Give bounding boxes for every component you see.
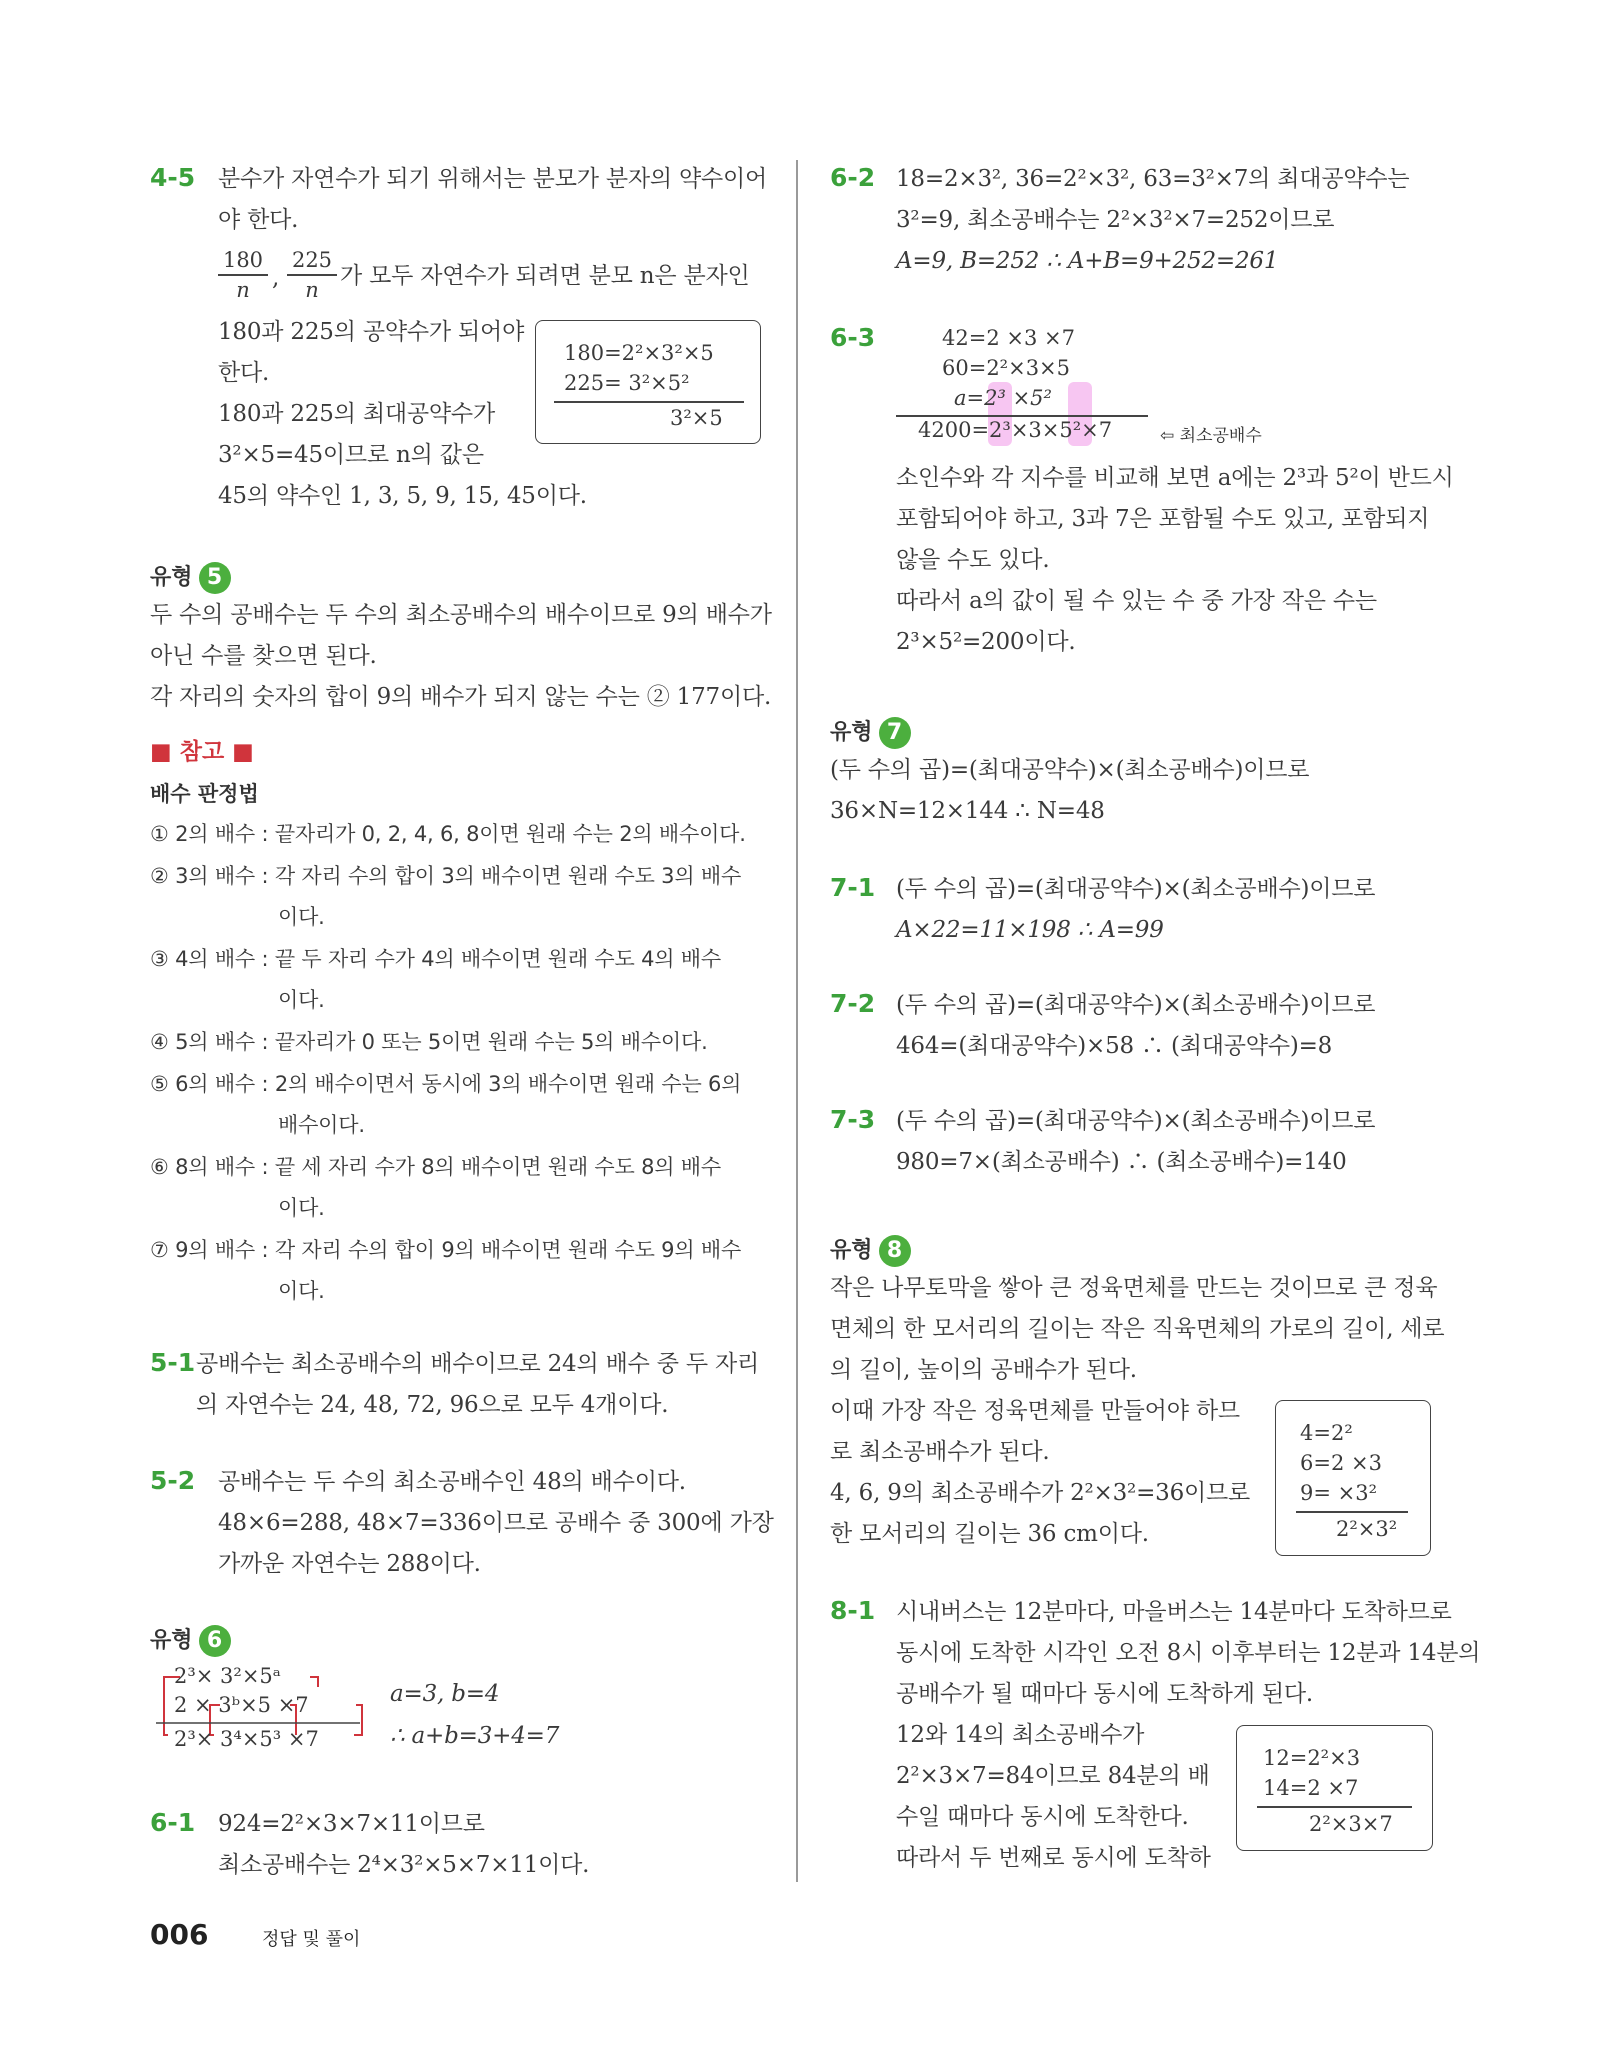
text-line: 180과 225의 최대공약수가 [218, 401, 495, 427]
text-line: 36×N=12×144 ∴ N=48 [830, 798, 1105, 824]
fraction-bar [287, 274, 337, 276]
problem-number: 5-1 [150, 1348, 196, 1377]
text-line: 464=(최대공약수)×58 ∴ (최대공약수)=8 [896, 1033, 1333, 1059]
list-item-cont: 이다. [278, 1196, 325, 1220]
text-line: 면체의 한 모서리의 길이는 작은 직육면체의 가로의 길이, 세로 [830, 1316, 1445, 1342]
text-line: 이때 가장 작은 정육면체를 만들어야 하므 [830, 1398, 1240, 1424]
list-item: ② 3의 배수 : 각 자리 수의 합이 3의 배수이면 원래 수도 3의 배수 [150, 864, 742, 888]
footer-label: 정답 및 풀이 [262, 1929, 361, 1950]
lcm-box-12-14 [1236, 1725, 1433, 1851]
text-line: 시내버스는 12분마다, 마을버스는 14분마다 도착하므로 [896, 1599, 1452, 1625]
type-badge: 5 [199, 562, 231, 594]
factor-row-result: 2³× 3⁴×5³ ×7 [174, 1727, 319, 1751]
text-line: 924=2²×3×7×11이므로 [218, 1811, 485, 1837]
text-line: 980=7×(최소공배수) ∴ (최소공배수)=140 [896, 1149, 1347, 1175]
type-5-heading [150, 560, 231, 594]
answer-line: ∴ a+b=3+4=7 [390, 1723, 560, 1749]
text-line: 12와 14의 최소공배수가 [896, 1722, 1145, 1748]
problem-number: 7-3 [830, 1105, 876, 1134]
text-line: 최소공배수는 2⁴×3²×5×7×11이다. [218, 1852, 590, 1878]
box-result: 2²×3×7 [1309, 1812, 1393, 1836]
text-line: 가 모두 자연수가 되려면 분모 n은 분자인 [340, 263, 750, 289]
problem-number: 7-1 [830, 873, 876, 902]
type-label: 유형 [830, 1238, 873, 1263]
text-line: 각 자리의 숫자의 합이 9의 배수가 되지 않는 수는 ② 177이다. [150, 684, 772, 710]
list-item: ⑥ 8의 배수 : 끝 세 자리 수가 8의 배수이면 원래 수도 8의 배수 [150, 1155, 721, 1179]
type-badge: 8 [879, 1235, 911, 1267]
text-line: 한 모서리의 길이는 36 cm이다. [830, 1521, 1149, 1547]
text-line: 45의 약수인 1, 3, 5, 9, 15, 45이다. [218, 483, 587, 509]
text-line: 180과 225의 공약수가 되어야 [218, 319, 525, 345]
factor-row: 2³× 3²×5ᵃ [174, 1664, 281, 1688]
text-line: 두 수의 공배수는 두 수의 최소공배수의 배수이므로 9의 배수가 [150, 602, 772, 628]
type-label: 유형 [830, 720, 873, 745]
reference-subtitle: 배수 판정법 [150, 782, 259, 806]
denominator: n [236, 277, 250, 302]
text-line: 포함되어야 하고, 3과 7은 포함될 수도 있고, 포함되지 [896, 506, 1430, 532]
box-rule [1257, 1806, 1412, 1808]
fraction-bar [218, 274, 268, 276]
numerator: 180 [222, 248, 264, 272]
type-badge: 6 [199, 1625, 231, 1657]
text-line: 4, 6, 9의 최소공배수가 2²×3²=36이므로 [830, 1480, 1251, 1506]
text-line: 3²×5=45이므로 n의 값은 [218, 442, 484, 468]
text-line: 3²=9, 최소공배수는 2²×3²×7=252이므로 [896, 207, 1335, 233]
text-line: 의 길이, 높이의 공배수가 된다. [830, 1357, 1137, 1383]
factor-row: 42=2 ×3 ×7 [942, 326, 1075, 350]
list-item: ⑦ 9의 배수 : 각 자리 수의 합이 9의 배수이면 원래 수도 9의 배수 [150, 1238, 742, 1262]
type-8-heading [830, 1233, 911, 1267]
problem-number: 8-1 [830, 1596, 876, 1625]
column-divider [796, 160, 798, 1882]
list-item-cont: 배수이다. [278, 1113, 365, 1137]
box-result: 2²×3² [1336, 1517, 1398, 1541]
text-line: 2³×5²=200이다. [896, 629, 1076, 655]
problem-number: 6-3 [830, 323, 876, 352]
answer-line: a=3, b=4 [390, 1681, 500, 1707]
text-line: 소인수와 각 지수를 비교해 보면 a에는 2³과 5²이 반드시 [896, 465, 1454, 491]
list-item-cont: 이다. [278, 988, 325, 1012]
type-label: 유형 [150, 1628, 193, 1653]
list-item-cont: 이다. [278, 1279, 325, 1303]
denominator: n [305, 277, 319, 302]
text-line: 공배수가 될 때마다 동시에 도착하게 된다. [896, 1681, 1313, 1707]
text-line: (두 수의 곱)=(최대공약수)×(최소공배수)이므로 [896, 876, 1376, 902]
box-row: 6=2 ×3 [1300, 1451, 1382, 1475]
lcm-box-4-6-9 [1275, 1400, 1431, 1556]
text-line: A×22=11×198 ∴ A=99 [896, 917, 1164, 943]
box-row: 4=2² [1300, 1421, 1353, 1445]
text-line: 2²×3×7=84이므로 84분의 배 [896, 1763, 1210, 1789]
problem-number: 5-2 [150, 1466, 196, 1495]
text-line: A=9, B=252 ∴ A+B=9+252=261 [896, 248, 1279, 274]
type-label: 유형 [150, 565, 193, 590]
problem-number: 4-5 [150, 163, 196, 192]
box-rule [1296, 1511, 1408, 1513]
text-line: 야 한다. [218, 207, 299, 233]
text-line: 수일 때마다 동시에 도착한다. [896, 1804, 1189, 1830]
text-line: 분수가 자연수가 되기 위해서는 분모가 분자의 약수이어 [218, 166, 768, 192]
text-line: 않을 수도 있다. [896, 547, 1050, 573]
box-row: 12=2²×3 [1263, 1746, 1361, 1770]
lcm-row: 4200=2³×3×5²×7 [918, 418, 1113, 442]
problem-number: 6-1 [150, 1808, 196, 1837]
text-line: 18=2×3², 36=2²×3², 63=3²×7의 최대공약수는 [896, 166, 1410, 192]
text-line: 로 최소공배수가 된다. [830, 1439, 1050, 1465]
factor-row: a=2³ ×5² [954, 386, 1052, 410]
box-row: 14=2 ×7 [1263, 1776, 1359, 1800]
factor-rule [896, 415, 1148, 417]
text-line: 의 자연수는 24, 48, 72, 96으로 모두 4개이다. [196, 1392, 669, 1418]
type-7-heading [830, 715, 911, 749]
box-result: 3²×5 [670, 406, 723, 430]
text-line: 공배수는 최소공배수의 배수이므로 24의 배수 중 두 자리 [196, 1351, 760, 1377]
text-line: 작은 나무토막을 쌓아 큰 정육면체를 만드는 것이므로 큰 정육 [830, 1275, 1438, 1301]
separator: , [272, 265, 280, 291]
text-line: (두 수의 곱)=(최대공약수)×(최소공배수)이므로 [896, 992, 1376, 1018]
factor-row: 2 × 3ᵇ×5 ×7 [174, 1693, 309, 1717]
box-row: 180=2²×3²×5 [564, 341, 714, 365]
text-line: (두 수의 곱)=(최대공약수)×(최소공배수)이므로 [830, 757, 1310, 783]
fraction-225-n [287, 248, 337, 302]
problem-number: 7-2 [830, 989, 876, 1018]
list-item: ① 2의 배수 : 끝자리가 0, 2, 4, 6, 8이면 원래 수는 2의 배수이다. [150, 822, 746, 846]
list-item: ③ 4의 배수 : 끝 두 자리 수가 4의 배수이면 원래 수도 4의 배수 [150, 947, 721, 971]
box-rule [554, 401, 744, 403]
reference-title: ■ 참고 ■ [150, 739, 254, 765]
text-line: 따라서 a의 값이 될 수 있는 수 중 가장 작은 수는 [896, 588, 1377, 614]
text-line: 따라서 두 번째로 동시에 도착하 [896, 1845, 1211, 1871]
text-line: 가까운 자연수는 288이다. [218, 1551, 481, 1577]
problem-number: 6-2 [830, 163, 876, 192]
gcd-box-180-225 [535, 320, 761, 444]
text-line: 동시에 도착한 시각인 오전 8시 이후부터는 12분과 14분의 [896, 1640, 1481, 1666]
text-line: 한다. [218, 360, 270, 386]
text-line: 공배수는 두 수의 최소공배수인 48의 배수이다. [218, 1469, 686, 1495]
text-line: 아닌 수를 찾으면 된다. [150, 643, 377, 669]
list-item: ④ 5의 배수 : 끝자리가 0 또는 5이면 원래 수는 5의 배수이다. [150, 1030, 708, 1054]
box-row: 9= ×3² [1300, 1481, 1378, 1505]
type-badge: 7 [879, 717, 911, 749]
fraction-180-n [218, 248, 268, 302]
page-number: 006 [150, 1918, 209, 1951]
type-6-heading [150, 1623, 231, 1657]
list-item: ⑤ 6의 배수 : 2의 배수이면서 동시에 3의 배수이면 원래 수는 6의 [150, 1072, 742, 1096]
factor-row: 60=2²×3×5 [942, 356, 1071, 380]
box-row: 225= 3²×5² [564, 371, 690, 395]
numerator: 225 [291, 248, 333, 272]
text-line: (두 수의 곱)=(최대공약수)×(최소공배수)이므로 [896, 1108, 1376, 1134]
list-item-cont: 이다. [278, 905, 325, 929]
text-line: 48×6=288, 48×7=336이므로 공배수 중 300에 가장 [218, 1510, 774, 1536]
lcm-arrow-note: ⇦ 최소공배수 [1160, 426, 1262, 446]
